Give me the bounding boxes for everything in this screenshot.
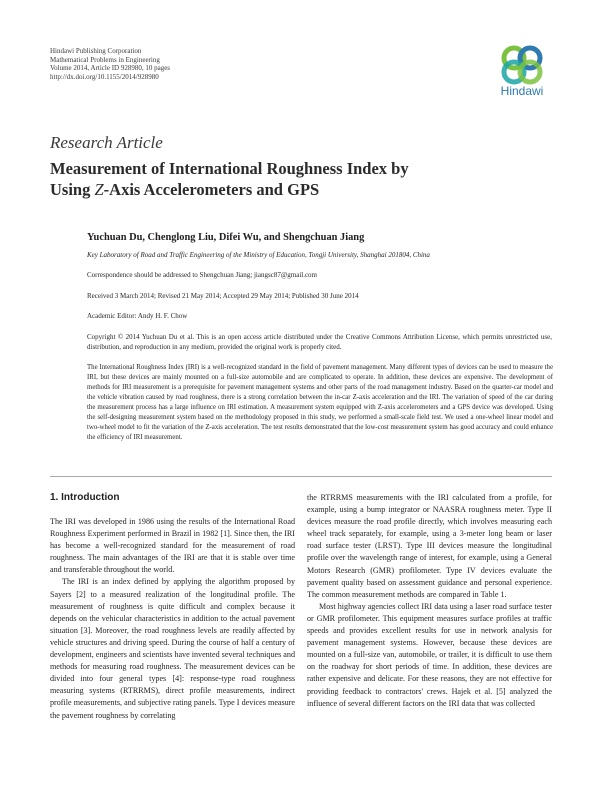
hindawi-logo-icon xyxy=(498,44,546,86)
right-column xyxy=(307,492,552,710)
paragraph: The IRI is an index defined by applying the algorithm proposed by Sayers [2] to a measured realization of the longitudinal profile. The measurement of roughness is quite difficult and complex because it depends on the vehicular characteristics in addition to the actual pavement situation [3]. Moreover, the road roughness levels are readily affected by vehicle structures and driving speed. During the course of half a century of development, engineers and scientists have invented several techniques and methods for measuring road roughness. The measurement devices can be divided into four general types [4]: response-type road roughness measuring systems (RTRRMS), direct profile measurements, indirect profile measurements, and subjective rating panels. Type I devices measure the pavement roughness by correlating xyxy=(50,577,295,720)
correspondence: Correspondence should be addressed to Shengchuan Jiang; jiangsc87@gmail.com xyxy=(87,271,318,279)
left-column xyxy=(50,492,295,722)
dates: Received 3 March 2014; Revised 21 May 2014; Accepted 29 May 2014; Published 30 June 2014 xyxy=(87,292,359,300)
paper-title xyxy=(50,158,470,200)
paragraph: Most highway agencies collect IRI data using a laser road surface tester or GMR profilometer. This equipment measures surface profiles at traffic speeds and provides excellent results for use in network analysis for pavement management systems. However, because these devices are mounted on a full-size van, automobile, or trailer, it is difficult to use them on the roadway for short periods of time. In addition, these devices are rather expensive and delicate. For these reasons, they are not effective for providing feedback to contractors' crews. Hajek et al. [5] analyzed the influence of several different factors on the IRI data that was collected xyxy=(307,601,552,708)
journal-name: Mathematical Problems in Engineering xyxy=(50,55,160,64)
publisher-name: Hindawi Publishing Corporation xyxy=(50,47,142,55)
authors: Yuchuan Du, Chenglong Liu, Difei Wu, and Shengchuan Jiang xyxy=(87,232,365,243)
title-axis: Z xyxy=(94,180,104,199)
intro-heading: 1. Introduction xyxy=(50,492,120,503)
hindawi-logo-text: Hindawi xyxy=(500,84,544,98)
copyright: Copyright © 2014 Yuchuan Du et al. This is an open access article distributed under the Creative Commons Attribution License, which permits unrestricted use, distribution, and reproduction in any medium, provided the original work is properly cited. xyxy=(87,333,552,351)
affiliation: Key Laboratory of Road and Traffic Engineering of the Ministry of Education, Tongji University, Shanghai 201804, China xyxy=(87,251,430,259)
section-divider xyxy=(50,476,552,477)
journal-info xyxy=(50,47,170,81)
journal-volume: Volume 2014, Article ID 928980, 10 pages xyxy=(50,64,171,73)
journal-doi: http://dx.doi.org/10.1155/2014/928980 xyxy=(50,72,159,81)
paragraph: the RTRRMS measurements with the IRI calculated from a profile, for example, using a bump integrator or NAASRA roughness meter. Type II devices measure the road profile directly, which involves measuring each wheel track separately, for example, using a 3-meter long beam or laser road surface tester (LRST). Type III devices measure the longitudinal profile over the wavelength range of interest, for example, using a General Motors Research (GMR) profilometer. Type IV devices evaluate the pavement quality based on assessment guidance and personal experience. The common measurement methods are compared in Table 1. xyxy=(307,493,552,599)
abstract: The International Roughness Index (IRI) is a well-recognized standard in the field of pavement management. Many different types of devices can be used to measure the IRI, but these devices are mainly mounted on a full-size automobile and are complicated to operate. In addition, these devices are expensive. The development of methods for IRI measurement is a prerequisite for pavement management systems and other parts of the road management industry. Based on the quarter-car model and the vehicle vibration caused by road roughness, there is a strong correlation between the in-car Z-axis acceleration and the IRI. The variation of speed of the car during the measurement process has a large influence on IRI estimation. A measurement system equipped with Z-axis accelerometers and a GPS device was developed. Using the self-designing measurement system based on the methodology proposed in this study, we performed a small-scale field test. We used a one-wheel linear model and two-wheel model to fit the variation of the Z-axis acceleration. The test results demonstrated that the low-cost measurement system has good accuracy and could enhance the efficiency of IRI measurement. xyxy=(87,364,553,442)
title-line-1: Measurement of International Roughness Index by xyxy=(50,159,409,178)
title-using: Using xyxy=(50,180,95,199)
hindawi-logo xyxy=(492,44,552,106)
academic-editor: Academic Editor: Andy H. F. Chow xyxy=(87,312,188,320)
article-type: Research Article xyxy=(50,133,163,152)
title-rest: -Axis Accelerometers and GPS xyxy=(103,180,320,199)
paragraph: The IRI was developed in 1986 using the results of the International Road Roughness Experiment performed in Brazil in 1982 [1]. Since then, the IRI has become a well-recognized standard for the measurement of road roughness. The main advantages of the IRI are that it is stable over time and transferable throughout the world. xyxy=(50,517,295,575)
